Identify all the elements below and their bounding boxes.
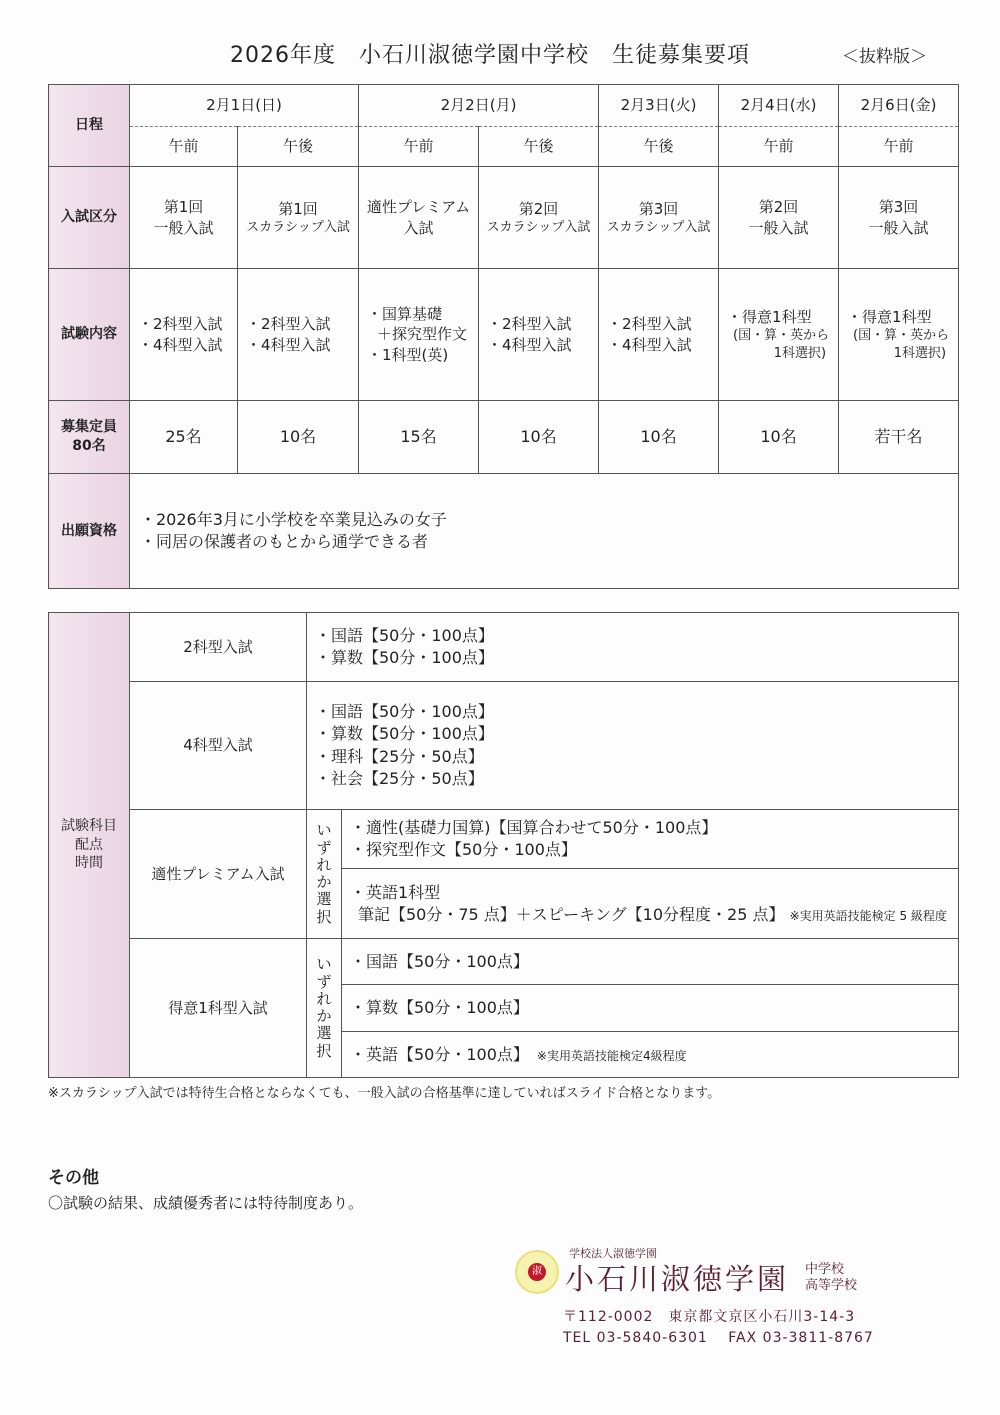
line: 入試 xyxy=(403,218,434,237)
line: ・2科型入試 xyxy=(138,315,223,334)
eligibility-line: ・2026年3月に小学校を卒業見込みの女子 xyxy=(140,510,447,530)
choice-text: いずれか選択 xyxy=(316,821,332,926)
label-date: 日程 xyxy=(49,85,130,167)
kind-line: 高等学校 xyxy=(805,1278,858,1293)
exam-type-cell xyxy=(238,167,359,269)
detail-line: ・探究型作文【50分・100点】 xyxy=(350,840,577,859)
line: ・国算基礎 xyxy=(367,305,443,324)
school-name-block xyxy=(565,1247,789,1297)
line: ・4科型入試 xyxy=(246,335,331,354)
line: ・得意1科型 xyxy=(847,307,932,326)
date: 2月3日(火) xyxy=(599,85,719,127)
exam-name: 4科型入試 xyxy=(130,682,307,810)
detail-line: ・英語【50分・100点】 xyxy=(350,1044,521,1064)
detail-line: ・国語【50分・100点】 xyxy=(315,701,494,721)
detail-note: ※実用英語技能検定4級程度 xyxy=(536,1048,687,1063)
label-line: 時間 xyxy=(75,855,103,872)
line: 適性プレミアム xyxy=(366,198,471,217)
detail-line: 筆記【50分・75 点】＋スピーキング【10分程度・25 点】 xyxy=(358,904,785,924)
time-cell xyxy=(599,127,719,167)
detail-line: ・国語【50分・100点】 xyxy=(315,626,494,646)
line: 第1回 xyxy=(278,199,318,218)
exam-content-cell xyxy=(599,269,719,401)
exam-name: 得意1科型入試 xyxy=(130,939,307,1078)
time: 午前 xyxy=(168,137,199,156)
capacity: 25名 xyxy=(165,427,202,447)
line: スカラシップ入試 xyxy=(246,219,350,235)
time-cell xyxy=(238,127,359,167)
page-header xyxy=(0,0,1000,84)
exam-name: 適性プレミアム入試 xyxy=(130,810,307,939)
capacity: 15名 xyxy=(400,427,437,447)
line: (国・算・英から xyxy=(733,328,830,344)
eligibility-line: ・同居の保護者のもとから通学できる者 xyxy=(140,532,429,551)
detail-line: ・算数【50分・100点】 xyxy=(315,724,494,744)
label-type: 入試区分 xyxy=(49,167,130,269)
time: 午後 xyxy=(523,137,554,156)
date: 2月6日(金) xyxy=(839,85,959,127)
capacity-cell xyxy=(599,401,719,474)
line: ・4科型入試 xyxy=(138,335,223,354)
line: ＋探究型作文 xyxy=(377,325,468,344)
label-line: 試験科目 xyxy=(61,817,117,834)
capacity: 10名 xyxy=(279,427,317,447)
exam-detail xyxy=(342,869,959,939)
other-heading: その他 xyxy=(48,1168,99,1188)
capacity-cell xyxy=(359,401,479,474)
eligibility xyxy=(130,474,959,589)
school-kinds xyxy=(805,1250,857,1294)
phone-fax: TEL 03-5840-6301 FAX 03-3811-8767 xyxy=(563,1330,874,1346)
page-title: 2026年度 小石川淑徳学園中学校 生徒募集要項 xyxy=(230,43,750,68)
line: スカラシップ入試 xyxy=(486,219,591,235)
exam-content-cell xyxy=(238,269,359,401)
line: 第3回 xyxy=(878,198,919,217)
detail-line: ・適性(基礎力国算)【国算合わせて50分・100点】 xyxy=(350,818,718,838)
line: 第2回 xyxy=(758,198,799,217)
line: 第3回 xyxy=(638,199,679,218)
detail-line: ・算数【50分・100点】 xyxy=(315,648,494,667)
table-gap xyxy=(0,589,1000,612)
detail-line: ・英語1科型 xyxy=(350,882,441,902)
date: 2月1日(日) xyxy=(130,85,359,127)
flower-emblem-icon xyxy=(515,1250,559,1294)
line: ・4科型入試 xyxy=(607,335,692,354)
corporation-name: 学校法人淑徳学園 xyxy=(569,1247,657,1260)
choice-label xyxy=(307,939,342,1078)
time: 午後 xyxy=(283,137,314,156)
detail-line: ・社会【25分・50点】 xyxy=(315,768,484,788)
capacity: 10名 xyxy=(520,427,557,447)
exam-detail xyxy=(342,1032,959,1078)
time: 午前 xyxy=(763,137,794,156)
capacity: 10名 xyxy=(640,427,677,447)
label-capacity xyxy=(49,401,130,474)
time: 午後 xyxy=(643,137,674,156)
exam-detail: ・国語【50分・100点】 xyxy=(342,939,959,985)
line: 1科選択) xyxy=(773,345,827,361)
date: 2月2日(月) xyxy=(359,85,599,127)
line: ・2科型入試 xyxy=(246,315,331,334)
exam-type-cell xyxy=(839,167,959,269)
exam-detail xyxy=(307,682,959,810)
choice-label xyxy=(307,810,342,939)
label-line: 配点 xyxy=(75,836,103,853)
other-text: 〇試験の結果、成績優秀者には特待制度あり。 xyxy=(48,1194,364,1212)
exam-content-cell xyxy=(130,269,238,401)
detail-note: ※実用英語技能検定 5 級程度 xyxy=(789,908,947,923)
exam-detail xyxy=(307,613,959,682)
capacity-cell xyxy=(839,401,959,474)
line: ・1科型(英) xyxy=(367,345,449,364)
time: 午前 xyxy=(883,137,914,156)
time-cell xyxy=(479,127,599,167)
line: 一般入試 xyxy=(868,218,929,237)
kind-line: 中学校 xyxy=(805,1262,845,1277)
address: 〒112-0002 東京都文京区小石川3-14-3 xyxy=(563,1309,856,1325)
exam-type-cell xyxy=(479,167,599,269)
line: 一般入試 xyxy=(153,218,214,237)
date: 2月4日(水) xyxy=(719,85,839,127)
line: ・2科型入試 xyxy=(607,315,692,334)
exam-type-cell xyxy=(359,167,479,269)
exam-name: 2科型入試 xyxy=(130,613,307,682)
exam-type-cell xyxy=(130,167,238,269)
capacity-cell xyxy=(719,401,839,474)
line: 第2回 xyxy=(518,199,559,218)
line: ・4科型入試 xyxy=(487,335,572,354)
line: ・2科型入試 xyxy=(487,315,572,334)
capacity-cell xyxy=(238,401,359,474)
time-cell xyxy=(130,127,238,167)
capacity-label: 募集定員 xyxy=(61,419,117,436)
capacity-cell xyxy=(130,401,238,474)
detail-line: ・理科【25分・50点】 xyxy=(315,746,484,766)
exam-content-cell xyxy=(839,269,959,401)
exam-content-cell xyxy=(359,269,479,401)
school-logo xyxy=(515,1247,1000,1297)
exam-detail: ・算数【50分・100点】 xyxy=(342,985,959,1032)
exam-content-cell xyxy=(479,269,599,401)
time-cell xyxy=(839,127,959,167)
label-subjects xyxy=(49,613,130,1078)
choice-text: いずれか選択 xyxy=(316,955,332,1060)
subjects-table xyxy=(48,612,959,1078)
line: ・得意1科型 xyxy=(727,307,812,326)
capacity: 10名 xyxy=(760,427,797,447)
line: 第1回 xyxy=(163,198,204,217)
exam-content-cell xyxy=(719,269,839,401)
time-cell xyxy=(719,127,839,167)
page-subtitle: ＜抜粋版＞ xyxy=(842,47,927,67)
capacity: 若干名 xyxy=(874,427,923,447)
time-cell xyxy=(359,127,479,167)
emblem-mark: 淑 xyxy=(528,1263,546,1281)
exam-detail xyxy=(342,810,959,869)
line: 一般入試 xyxy=(748,218,809,237)
school-name: 小石川淑徳学園 xyxy=(565,1262,790,1296)
line: (国・算・英から xyxy=(853,328,950,344)
time: 午前 xyxy=(403,137,434,156)
scholarship-note: ※スカラシップ入試では特待生合格とならなくても、一般入試の合格基準に達していればスライド合格となります。 xyxy=(48,1086,721,1101)
line: スカラシップ入試 xyxy=(606,219,711,235)
capacity-cell xyxy=(479,401,599,474)
line: 1科選択) xyxy=(893,345,947,361)
label-eligibility: 出願資格 xyxy=(49,474,130,589)
exam-type-cell xyxy=(599,167,719,269)
schedule-table xyxy=(48,84,959,589)
exam-type-cell xyxy=(719,167,839,269)
capacity-total: 80名 xyxy=(72,438,106,454)
contact-info xyxy=(563,1307,1000,1349)
label-content: 試験内容 xyxy=(49,269,130,401)
